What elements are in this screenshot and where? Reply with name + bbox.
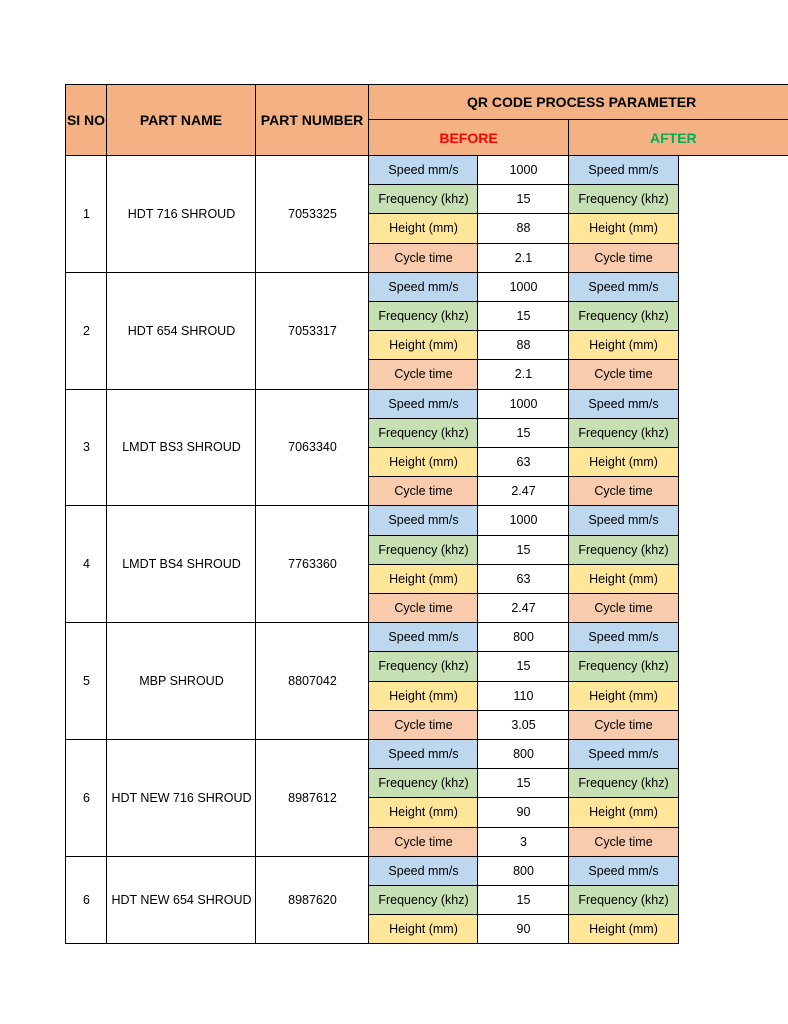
- before-value-speed: 800: [477, 622, 570, 652]
- header-qr-title: QR CODE PROCESS PARAMETER: [368, 84, 788, 120]
- after-param-frequency: Frequency (khz): [568, 768, 679, 798]
- row-part-number: 7053317: [255, 272, 370, 390]
- after-param-height: Height (mm): [568, 330, 679, 360]
- before-param-speed: Speed mm/s: [368, 856, 479, 886]
- before-value-height: 90: [477, 797, 570, 827]
- before-value-speed: 800: [477, 739, 570, 769]
- before-param-cycle-time: Cycle time: [368, 827, 479, 857]
- after-param-speed: Speed mm/s: [568, 272, 679, 302]
- before-value-cycle-time: 3.05: [477, 710, 570, 740]
- before-value-speed: 1000: [477, 155, 570, 185]
- after-param-cycle-time: Cycle time: [568, 827, 679, 857]
- before-value-frequency: 15: [477, 301, 570, 331]
- before-value-frequency: 15: [477, 885, 570, 915]
- before-param-frequency: Frequency (khz): [368, 651, 479, 681]
- after-param-frequency: Frequency (khz): [568, 651, 679, 681]
- before-param-frequency: Frequency (khz): [368, 768, 479, 798]
- after-param-cycle-time: Cycle time: [568, 359, 679, 389]
- before-value-height: 110: [477, 681, 570, 711]
- after-param-height: Height (mm): [568, 914, 679, 944]
- row-part-name: HDT 716 SHROUD: [106, 155, 257, 273]
- before-value-cycle-time: 3: [477, 827, 570, 857]
- after-param-frequency: Frequency (khz): [568, 418, 679, 448]
- header-part-number: PART NUMBER: [255, 84, 369, 156]
- before-param-cycle-time: Cycle time: [368, 476, 479, 506]
- after-param-height: Height (mm): [568, 564, 679, 594]
- before-value-frequency: 15: [477, 768, 570, 798]
- row-si-no: 4: [65, 505, 108, 623]
- after-param-speed: Speed mm/s: [568, 389, 679, 419]
- before-param-cycle-time: Cycle time: [368, 710, 479, 740]
- after-param-height: Height (mm): [568, 213, 679, 243]
- before-value-cycle-time: 2.47: [477, 593, 570, 623]
- before-param-speed: Speed mm/s: [368, 505, 479, 535]
- row-part-number: 7763360: [255, 505, 370, 623]
- before-value-speed: 1000: [477, 272, 570, 302]
- before-value-cycle-time: 2.47: [477, 476, 570, 506]
- before-value-speed: 800: [477, 856, 570, 886]
- after-param-cycle-time: Cycle time: [568, 710, 679, 740]
- before-param-frequency: Frequency (khz): [368, 418, 479, 448]
- before-value-frequency: 15: [477, 651, 570, 681]
- after-param-cycle-time: Cycle time: [568, 243, 679, 273]
- row-part-name: MBP SHROUD: [106, 622, 257, 740]
- header-si-no: SI NO: [65, 84, 107, 156]
- before-param-cycle-time: Cycle time: [368, 243, 479, 273]
- after-param-frequency: Frequency (khz): [568, 885, 679, 915]
- before-value-cycle-time: 2.1: [477, 359, 570, 389]
- row-part-name: HDT NEW 654 SHROUD: [106, 856, 257, 945]
- before-param-frequency: Frequency (khz): [368, 535, 479, 565]
- row-si-no: 6: [65, 856, 108, 945]
- row-si-no: 3: [65, 389, 108, 507]
- before-param-speed: Speed mm/s: [368, 389, 479, 419]
- before-param-height: Height (mm): [368, 914, 479, 944]
- before-param-cycle-time: Cycle time: [368, 593, 479, 623]
- before-param-height: Height (mm): [368, 447, 479, 477]
- row-part-number: 8807042: [255, 622, 370, 740]
- before-value-height: 90: [477, 914, 570, 944]
- before-param-speed: Speed mm/s: [368, 622, 479, 652]
- row-part-number: 8987620: [255, 856, 370, 945]
- before-value-frequency: 15: [477, 184, 570, 214]
- before-param-frequency: Frequency (khz): [368, 184, 479, 214]
- before-value-frequency: 15: [477, 535, 570, 565]
- after-param-frequency: Frequency (khz): [568, 535, 679, 565]
- before-param-cycle-time: Cycle time: [368, 359, 479, 389]
- before-value-speed: 1000: [477, 389, 570, 419]
- before-value-height: 63: [477, 564, 570, 594]
- before-value-height: 88: [477, 213, 570, 243]
- row-part-name: HDT NEW 716 SHROUD: [106, 739, 257, 857]
- before-param-speed: Speed mm/s: [368, 739, 479, 769]
- row-part-number: 7053325: [255, 155, 370, 273]
- after-param-frequency: Frequency (khz): [568, 184, 679, 214]
- row-part-number: 8987612: [255, 739, 370, 857]
- before-param-frequency: Frequency (khz): [368, 301, 479, 331]
- after-param-speed: Speed mm/s: [568, 505, 679, 535]
- after-param-speed: Speed mm/s: [568, 856, 679, 886]
- header-before: BEFORE: [368, 119, 569, 156]
- row-part-name: HDT 654 SHROUD: [106, 272, 257, 390]
- before-value-height: 63: [477, 447, 570, 477]
- before-param-height: Height (mm): [368, 797, 479, 827]
- header-after: AFTER: [568, 119, 788, 156]
- header-part-name: PART NAME: [106, 84, 256, 156]
- after-param-height: Height (mm): [568, 797, 679, 827]
- before-value-speed: 1000: [477, 505, 570, 535]
- after-param-speed: Speed mm/s: [568, 155, 679, 185]
- row-si-no: 1: [65, 155, 108, 273]
- before-value-cycle-time: 2.1: [477, 243, 570, 273]
- row-si-no: 2: [65, 272, 108, 390]
- before-param-frequency: Frequency (khz): [368, 885, 479, 915]
- row-part-number: 7063340: [255, 389, 370, 507]
- before-value-frequency: 15: [477, 418, 570, 448]
- before-param-height: Height (mm): [368, 330, 479, 360]
- row-si-no: 5: [65, 622, 108, 740]
- after-param-frequency: Frequency (khz): [568, 301, 679, 331]
- after-param-speed: Speed mm/s: [568, 622, 679, 652]
- before-param-speed: Speed mm/s: [368, 155, 479, 185]
- before-param-height: Height (mm): [368, 681, 479, 711]
- before-value-height: 88: [477, 330, 570, 360]
- after-param-height: Height (mm): [568, 681, 679, 711]
- before-param-height: Height (mm): [368, 213, 479, 243]
- row-si-no: 6: [65, 739, 108, 857]
- after-param-height: Height (mm): [568, 447, 679, 477]
- before-param-speed: Speed mm/s: [368, 272, 479, 302]
- after-param-speed: Speed mm/s: [568, 739, 679, 769]
- after-param-cycle-time: Cycle time: [568, 593, 679, 623]
- after-param-cycle-time: Cycle time: [568, 476, 679, 506]
- before-param-height: Height (mm): [368, 564, 479, 594]
- row-part-name: LMDT BS4 SHROUD: [106, 505, 257, 623]
- row-part-name: LMDT BS3 SHROUD: [106, 389, 257, 507]
